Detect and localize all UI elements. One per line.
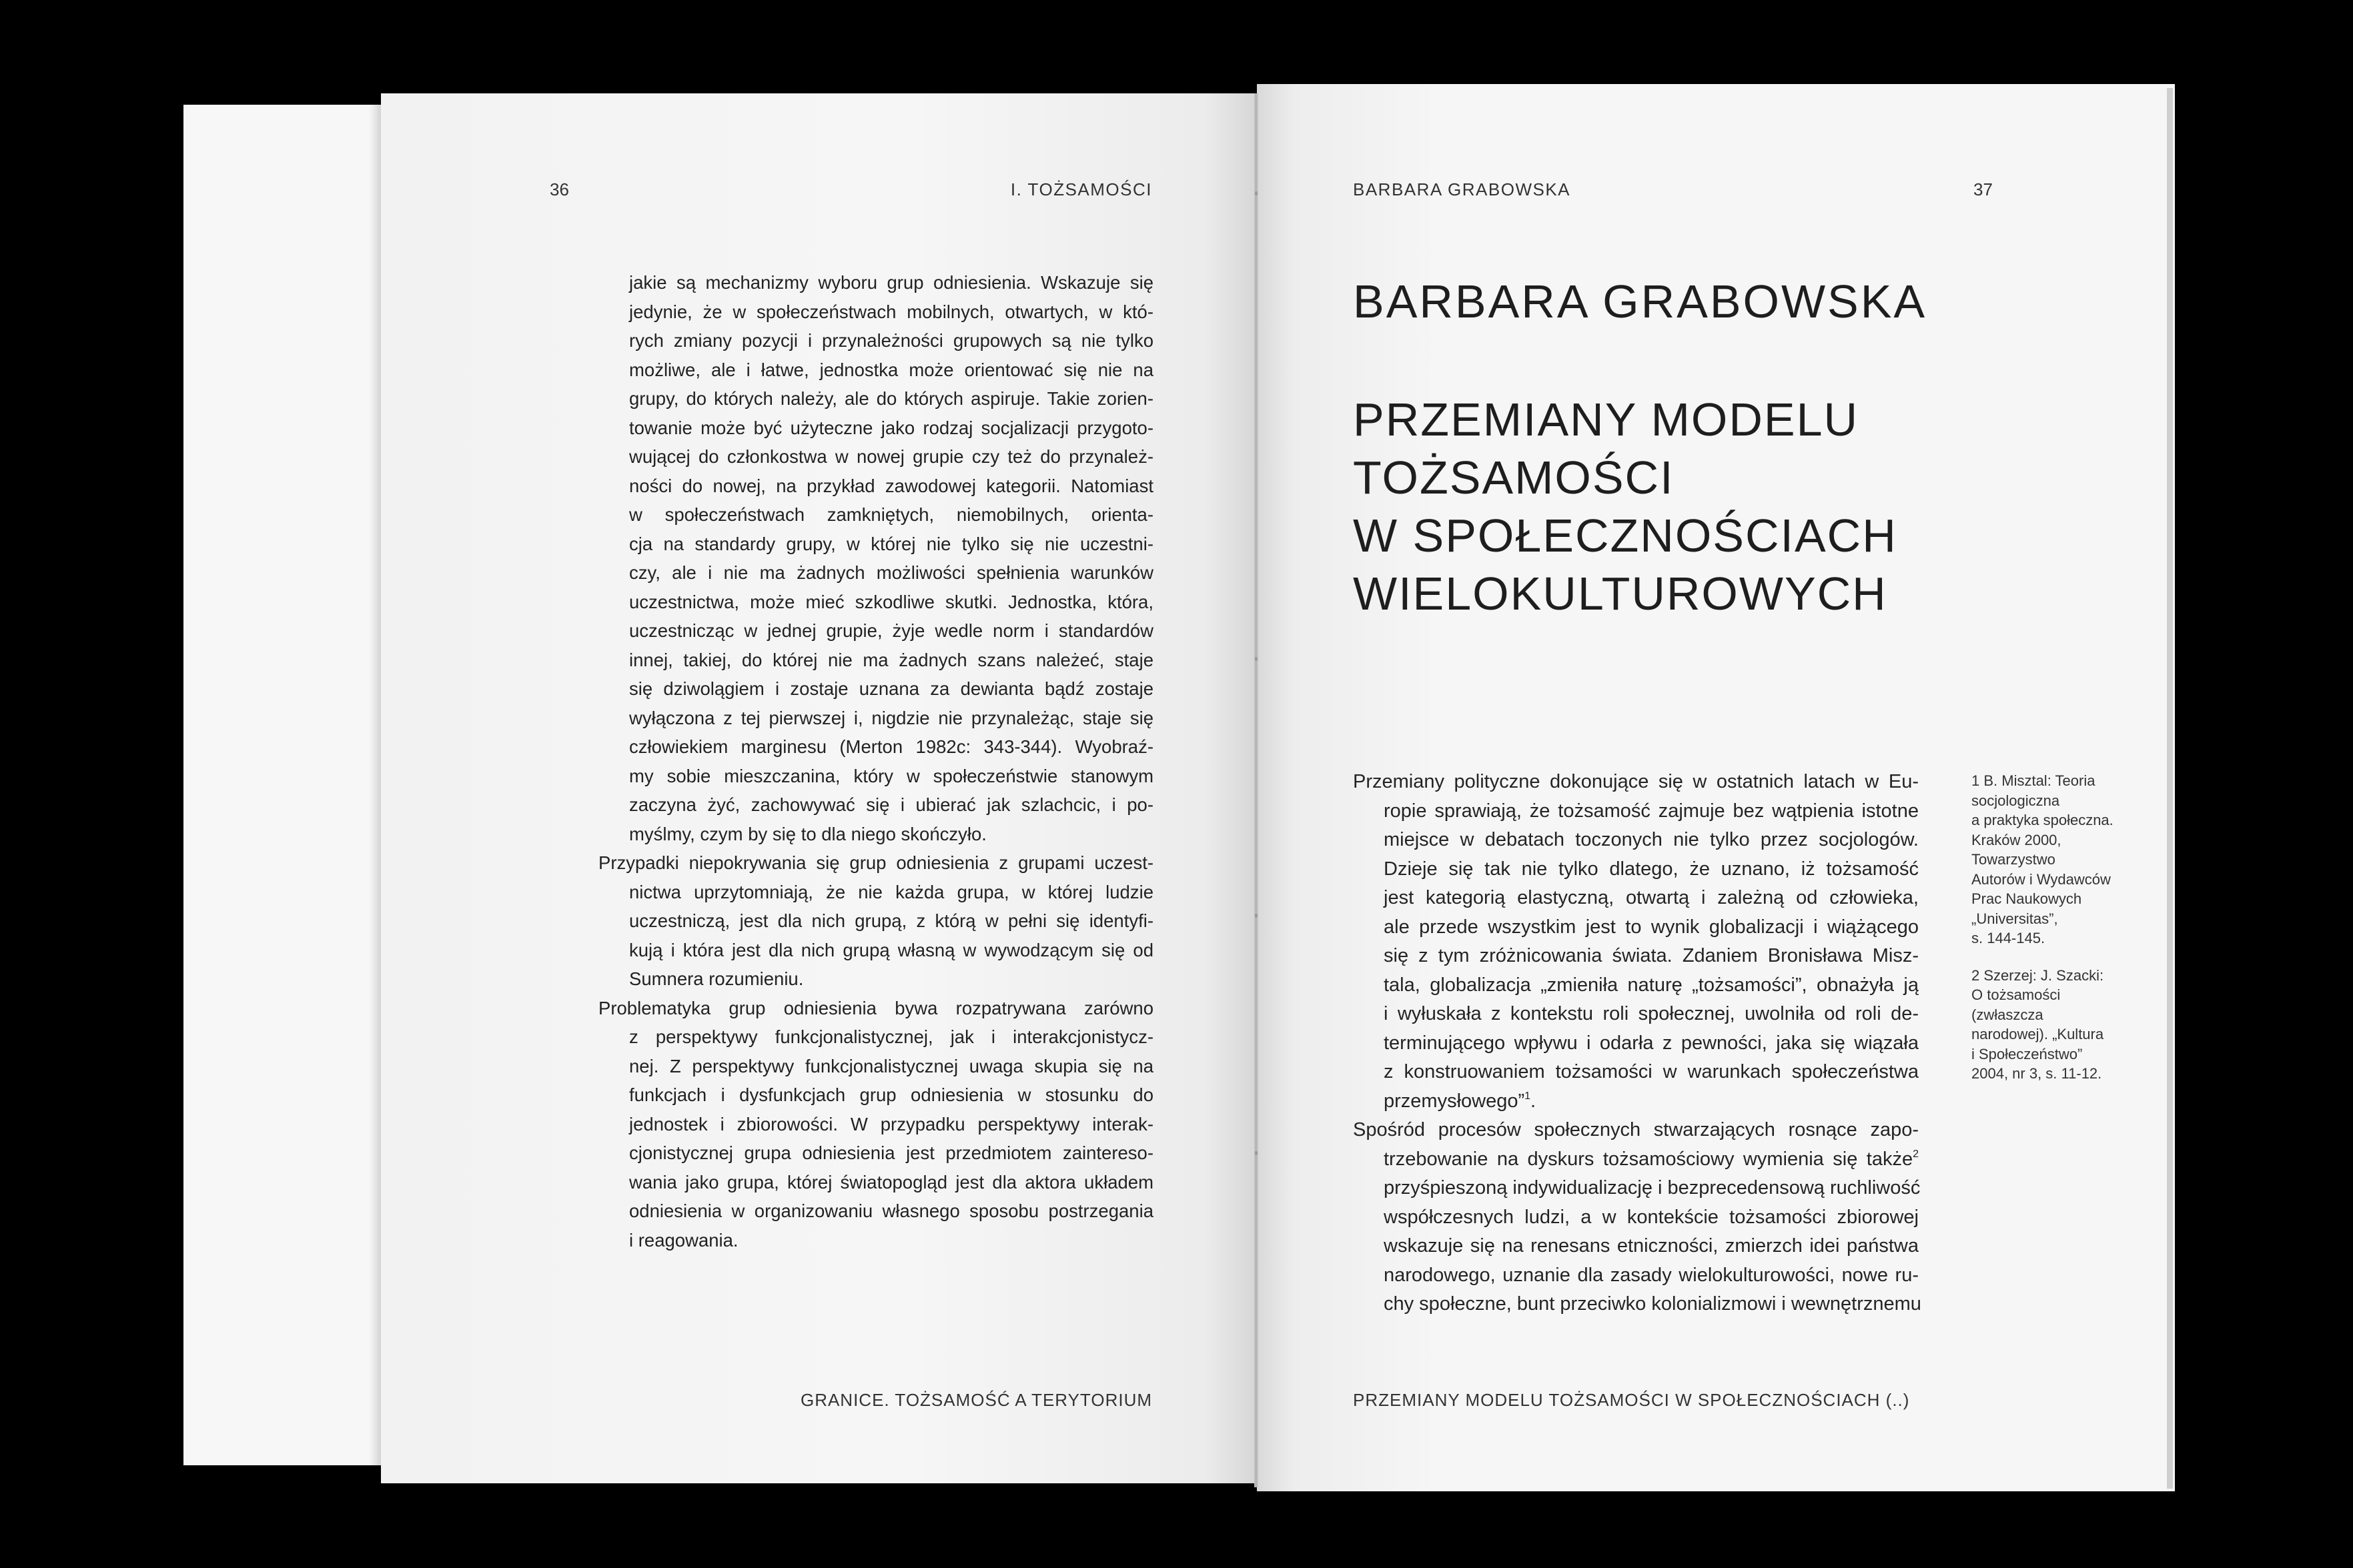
left-body-text	[598, 268, 1153, 1255]
binding-staple	[1255, 657, 1258, 661]
footnote-line: Kraków 2000,	[1971, 831, 2061, 848]
footnote-line: i Społeczeństwo”	[1971, 1045, 2083, 1062]
text-line: funkcjach i dysfunkcjach grup odniesienia w stosunku do	[629, 1084, 1153, 1105]
text-line: nej. Z perspektywy funkcjonalistycznej uwaga skupia się na	[629, 1055, 1153, 1076]
text-line: Dzieje się tak nie tylko dlatego, że uznano, iż tożsamość	[1384, 858, 1919, 880]
text-line	[1353, 1145, 1919, 1174]
text-line: innej, takiej, do której nie ma żadnych szans należeć, staje	[629, 649, 1153, 670]
text-line: w społeczeństwach zamkniętych, niemobilnych, orienta-	[629, 504, 1153, 525]
footnote-line: a praktyka społeczna.	[1971, 812, 2113, 828]
text-line: ności do nowej, na przykład zawodowej kategorii. Natomiast	[629, 475, 1153, 496]
text-line: Spośród procesów społecznych stwarzających rosnące zapo-	[1353, 1119, 1919, 1140]
text-line: wyłączona z tej pierwszej i, nigdzie nie przynależąc, staje się	[629, 707, 1153, 728]
text-line: czy, ale i nie ma żadnych możliwości spełnienia warunków	[629, 562, 1153, 583]
page-number-left: 36	[550, 179, 569, 199]
text-line: wującej do członkostwa w nowej grupie czy też do przynależ-	[629, 446, 1153, 467]
text-line: tala, globalizacja „zmieniła naturę „tożsamości”, obnażyła ją	[1384, 974, 1919, 996]
text-line: narodowego, uznanie dla zasady wielokulturowości, nowe ru-	[1384, 1264, 1919, 1286]
text-run: przemysłowego”	[1384, 1090, 1525, 1112]
author-name: BARBARA GRABOWSKA	[1353, 275, 1927, 327]
left-paragraph-1	[598, 268, 1153, 848]
title-line: PRZEMIANY MODELU	[1353, 394, 1859, 446]
text-line: ale przede wszystkim jest to wynik globalizacji i wiążącego	[1384, 916, 1919, 938]
text-line: jakie są mechanizmy wyboru grup odniesienia. Wskazuje się	[629, 272, 1153, 293]
text-line: uczestnicząc w jednej grupie, żyje wedle norm i standardów	[629, 620, 1153, 641]
footer-right: PRZEMIANY MODELU TOŻSAMOŚCI W SPOŁECZNOŚCIACH (..)	[1353, 1390, 1910, 1410]
text-line: uczestnictwa, może mieć szkodliwe skutki. Jednostka, która,	[629, 591, 1153, 612]
footnote-line: O tożsamości	[1971, 986, 2061, 1003]
footnote-line: (zwłaszcza	[1971, 1006, 2043, 1023]
text-line: ropie sprawiają, że tożsamość zajmuje bez wątpienia istotne	[1384, 800, 1919, 822]
footnote-ref-1[interactable]: 1	[1524, 1090, 1531, 1102]
footnote-line: Prac Naukowych	[1971, 890, 2082, 907]
text-line: grupy, do których należy, ale do których aspiruje. Takie zorien-	[629, 388, 1153, 409]
text-line: z konstruowaniem tożsamości w warunkach społeczeństwa	[1384, 1061, 1919, 1082]
text-line: Przemiany polityczne dokonujące się w ostatnich latach w Eu-	[1353, 771, 1919, 792]
text-line: terminującego wpływu i odarła z pewności, jaka się wiązała	[1384, 1032, 1919, 1054]
text-line: miejsce w debatach toczonych nie tylko przez socjologów.	[1384, 829, 1919, 850]
text-line: się dziwolągiem i zostaje uznana za dewianta bądź zostaje	[629, 678, 1153, 699]
text-line: Problematyka grup odniesienia bywa rozpatrywana zarówno	[598, 997, 1153, 1018]
book-spine-fold	[1254, 93, 1258, 1487]
side-footnotes	[1971, 771, 2165, 1101]
footnote-line: narodowej). „Kultura	[1971, 1026, 2104, 1042]
text-line: jedynie, że w społeczeństwach mobilnych, otwartych, w któ-	[629, 301, 1153, 322]
text-line: zaczyna żyć, zachowywać się i ubierać jak szlachcic, i po-	[629, 794, 1153, 815]
text-line: rych zmiany pozycji i przynależności grupowych są nie tylko	[629, 330, 1153, 351]
footnote-line: 2 Szerzej: J. Szacki:	[1971, 966, 2104, 984]
text-line: myślmy, czym by się to dla niego skończyło.	[629, 823, 987, 844]
binding-staple	[1255, 914, 1258, 918]
text-line: jednostek i zbiorowości. W przypadku perspektywy interak-	[629, 1113, 1153, 1134]
text-line: uczestniczą, jest dla nich grupą, z którą w pełni się identyfi-	[629, 910, 1153, 931]
page-stack-edge	[2167, 88, 2173, 1489]
right-paragraph-1	[1353, 768, 1919, 1116]
text-line	[1353, 1087, 1919, 1116]
text-line: i wyłuskała z kontekstu roli społecznej, uwolniła od roli de-	[1384, 1003, 1919, 1024]
text-line: się z tym zróżnicowania świata. Zdaniem Bronisława Misz-	[1384, 945, 1919, 966]
text-line: cjonistycznej grupa odniesienia jest przedmiotem zaintereso-	[629, 1142, 1153, 1163]
text-line: z perspektywy funkcjonalistycznej, jak i interakcjonistycz-	[629, 1026, 1153, 1047]
footnote-line: 2004, nr 3, s. 11-12.	[1971, 1065, 2102, 1082]
footnote-line: Autorów i Wydawców	[1971, 870, 2111, 888]
text-line: towanie może być użyteczne jako rodzaj socjalizacji przygoto-	[629, 417, 1153, 438]
text-line: Sumnera rozumieniu.	[629, 968, 804, 989]
text-run: trzebowanie na dyskurs tożsamościowy wymienia się także	[1384, 1148, 1913, 1170]
footnote-ref-2[interactable]: 2	[1913, 1148, 1919, 1160]
footnote-line: „Universitas”,	[1971, 910, 2058, 927]
text-line: cja na standardy grupy, w której nie tylko się nie uczestni-	[629, 533, 1153, 554]
text-line: i reagowania.	[629, 1229, 739, 1251]
footnote-2	[1971, 966, 2165, 1084]
left-paragraph-2	[598, 848, 1153, 994]
text-line: chy społeczne, bunt przeciwko kolonializmowi i wewnętrznemu	[1384, 1293, 1921, 1315]
footer-left: GRANICE. TOŻSAMOŚĆ A TERYTORIUM	[800, 1390, 1152, 1410]
text-line: wania jako grupa, której światopogląd jest dla aktora układem	[629, 1171, 1153, 1193]
text-run: .	[1530, 1090, 1536, 1112]
title-line: TOŻSAMOŚCI	[1353, 452, 1675, 504]
text-line: możliwe, ale i łatwe, jednostka może orientować się nie na	[629, 359, 1153, 380]
binding-staple	[1255, 191, 1258, 195]
title-line: WIELOKULTUROWYCH	[1353, 568, 1887, 620]
page-number-right: 37	[1973, 179, 1993, 199]
text-line: Przypadki niepokrywania się grup odniesienia z grupami uczest-	[598, 852, 1153, 873]
title-line: W SPOŁECZNOŚCIACH	[1353, 510, 1897, 562]
right-body-text	[1353, 768, 1919, 1319]
running-head-right: BARBARA GRABOWSKA	[1353, 179, 1571, 199]
text-line: współczesnych ludzi, a w kontekście tożsamości zbiorowej	[1384, 1206, 1919, 1228]
text-line: nictwa uprzytomniają, że nie każda grupa, w której ludzie	[629, 881, 1153, 902]
text-line: kują i która jest dla nich grupą własną w wywodzącym się od	[629, 939, 1153, 960]
footnote-1	[1971, 771, 2165, 948]
text-line: wskazuje się na renesans etniczności, zmierzch idei państwa	[1384, 1235, 1919, 1257]
text-line: jest kategorią elastyczną, otwartą i zależną od człowieka,	[1384, 887, 1919, 908]
running-head-left: I. TOŻSAMOŚCI	[1010, 179, 1152, 199]
text-line: przyśpieszoną indywidualizację i bezprecedensową ruchliwość	[1384, 1177, 1921, 1199]
footnote-line: socjologiczna	[1971, 792, 2060, 809]
text-line: odniesienia w organizowaniu własnego sposobu postrzegania	[629, 1201, 1153, 1221]
binding-staple	[1255, 1151, 1258, 1155]
text-line: człowiekiem marginesu (Merton 1982c: 343-344). Wyobraź-	[629, 736, 1153, 757]
right-paragraph-2	[1353, 1116, 1919, 1319]
chapter-title	[1353, 391, 1897, 623]
footnote-line: 1 B. Misztal: Teoria	[1971, 772, 2095, 789]
footnote-line: s. 144-145.	[1971, 930, 2045, 946]
footnote-line: Towarzystwo	[1971, 851, 2055, 868]
left-paragraph-3	[598, 994, 1153, 1255]
text-line: my sobie mieszczanina, który w społeczeństwie stanowym	[629, 765, 1153, 786]
